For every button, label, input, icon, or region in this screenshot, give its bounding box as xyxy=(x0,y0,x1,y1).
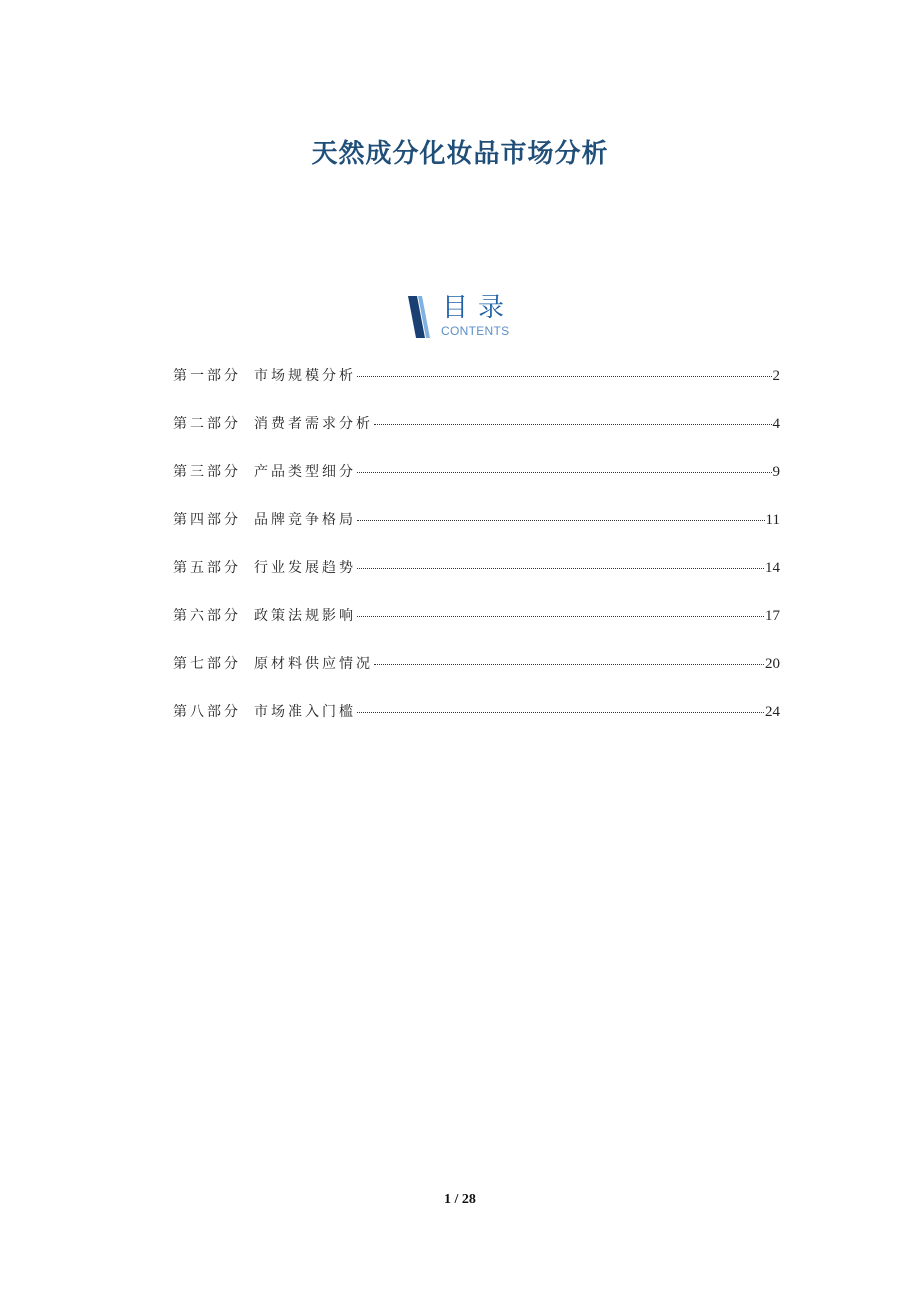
toc-section-name: 行业发展趋势 xyxy=(254,560,356,576)
toc-page-number: 11 xyxy=(765,512,780,528)
toc-part-label: 第三部分 xyxy=(173,464,241,480)
toc-page-number: 4 xyxy=(772,416,780,432)
toc-leader-dots xyxy=(374,424,772,425)
toc-section-name: 市场准入门槛 xyxy=(254,704,356,720)
toc-leader-dots xyxy=(357,472,772,473)
toc-leader-dots xyxy=(357,568,764,569)
toc-entry-part-3[interactable] xyxy=(173,462,780,510)
toc-part-label: 第四部分 xyxy=(173,512,241,528)
toc-page-number: 9 xyxy=(772,464,780,480)
toc-page-number: 14 xyxy=(765,560,780,576)
toc-part-label: 第八部分 xyxy=(173,704,241,720)
toc-section-name: 品牌竞争格局 xyxy=(254,512,356,528)
toc-header xyxy=(406,294,536,340)
toc-entry-part-7[interactable] xyxy=(173,654,780,702)
toc-subheading: CONTENTS xyxy=(441,324,510,338)
toc-section-name: 原材料供应情况 xyxy=(254,656,373,672)
toc-part-label: 第七部分 xyxy=(173,656,241,672)
toc-entry-part-4[interactable] xyxy=(173,510,780,558)
toc-leader-dots xyxy=(357,376,772,377)
toc-entry-part-8[interactable] xyxy=(173,702,780,750)
toc-entry-part-2[interactable] xyxy=(173,414,780,462)
toc-entry-part-1[interactable] xyxy=(173,366,780,414)
toc-page-number: 17 xyxy=(765,608,780,624)
toc-leader-dots xyxy=(374,664,764,665)
toc-entry-part-5[interactable] xyxy=(173,558,780,606)
toc-section-name: 政策法规影响 xyxy=(254,608,356,624)
toc-part-label: 第五部分 xyxy=(173,560,241,576)
toc-page-number: 2 xyxy=(772,368,780,384)
toc-logo-icon xyxy=(406,296,432,338)
toc-page-number: 24 xyxy=(765,704,780,720)
toc-part-label: 第二部分 xyxy=(173,416,241,432)
toc-list xyxy=(173,366,780,750)
toc-part-label: 第一部分 xyxy=(173,368,241,384)
page-indicator: 1 / 28 xyxy=(444,1192,476,1207)
toc-leader-dots xyxy=(357,520,765,521)
toc-leader-dots xyxy=(357,616,764,617)
toc-section-name: 消费者需求分析 xyxy=(254,416,373,432)
toc-section-name: 市场规模分析 xyxy=(254,368,356,384)
document-title: 天然成分化妆品市场分析 xyxy=(311,139,609,170)
toc-page-number: 20 xyxy=(765,656,780,672)
toc-leader-dots xyxy=(357,712,764,713)
toc-part-label: 第六部分 xyxy=(173,608,241,624)
toc-heading: 目录 xyxy=(442,293,515,323)
toc-entry-part-6[interactable] xyxy=(173,606,780,654)
toc-section-name: 产品类型细分 xyxy=(254,464,356,480)
